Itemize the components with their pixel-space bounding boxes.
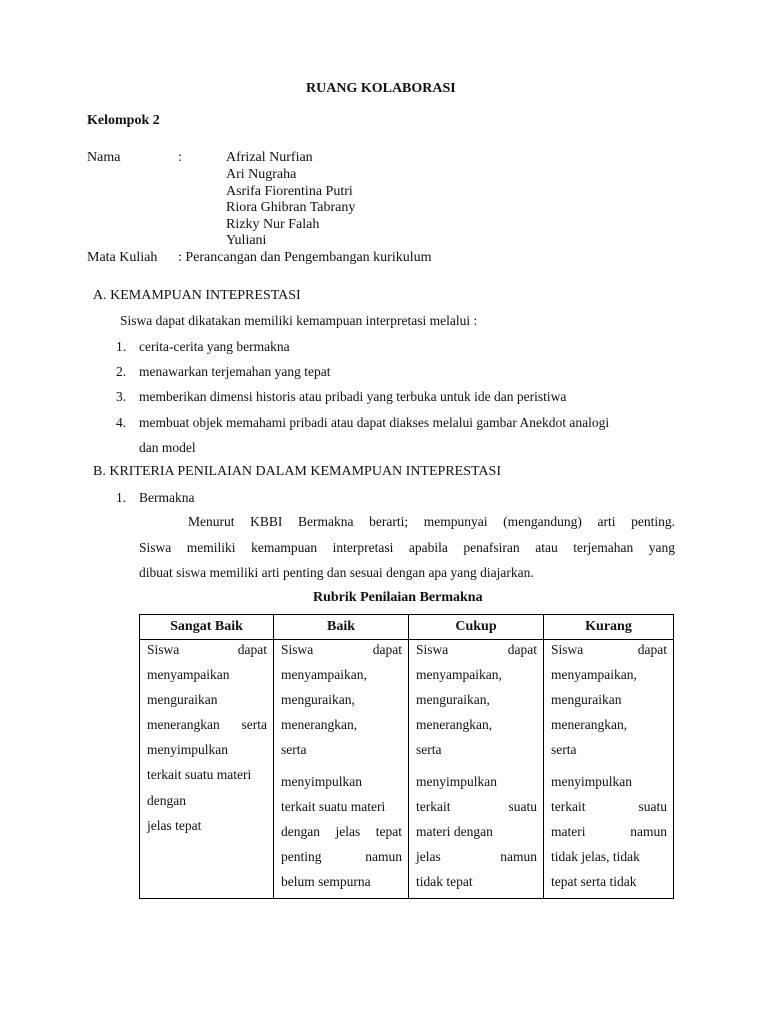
cell-line: menerangkan,: [281, 717, 358, 732]
cell-line: menguraikan: [551, 692, 622, 707]
cell-line: materi dengan: [416, 824, 493, 839]
member-name: Riora Ghibran Tabrany: [226, 200, 356, 215]
list-item: membuat objek memahami pribadi atau dapat diakses melalui gambar Anekdot analogi: [139, 415, 610, 430]
paragraph-line: Siswa memiliki kemampuan interpretasi apabila penafsiran atau terjemahan yang: [139, 540, 675, 555]
list-number: 1.: [116, 490, 127, 505]
table-cell: [544, 640, 674, 899]
table-title: Rubrik Penilaian Bermakna: [313, 590, 483, 605]
cell-line: terkait suatu materi: [281, 799, 386, 814]
cell-line: materi namun: [551, 824, 667, 839]
cell-line: tidak tepat: [416, 874, 473, 889]
table-row: [140, 640, 674, 899]
cell-line: menyimpulkan: [281, 774, 362, 789]
group-label: Kelompok 2: [87, 113, 160, 128]
list-number: 2.: [116, 364, 127, 379]
cell-line: menguraikan: [147, 692, 218, 707]
section-a-heading: A. KEMAMPUAN INTEPRESTASI: [93, 288, 301, 303]
cell-line: Siswa dapat: [281, 642, 402, 657]
table-cell: [409, 640, 544, 899]
paragraph-line: Menurut KBBI Bermakna berarti; mempunyai (mengandung) arti penting.: [188, 514, 675, 529]
list-item: memberikan dimensi historis atau pribadi yang terbuka untuk ide dan peristiwa: [139, 389, 567, 404]
cell-line: jelas namun: [416, 849, 537, 864]
table-header-cell: Sangat Baik: [140, 615, 274, 640]
list-item: cerita-cerita yang bermakna: [139, 339, 290, 354]
cell-line: dengan jelas tepat: [281, 824, 402, 839]
table-header-row: [140, 615, 674, 640]
cell-line: Siswa dapat: [551, 642, 667, 657]
cell-line: Siswa dapat: [147, 642, 267, 657]
cell-line: serta: [416, 742, 442, 757]
nama-label: Nama: [87, 150, 121, 165]
table-header-cell: Cukup: [409, 615, 544, 640]
cell-line: penting namun: [281, 849, 402, 864]
cell-line: menyampaikan: [147, 667, 230, 682]
member-name: Rizky Nur Falah: [226, 217, 320, 232]
subsection-title: Bermakna: [139, 490, 195, 505]
cell-line: tidak jelas, tidak: [551, 849, 640, 864]
table-header-cell: Baik: [274, 615, 409, 640]
cell-line: jelas tepat: [147, 818, 202, 833]
paragraph-line: dibuat siswa memiliki arti penting dan sesuai dengan apa yang diajarkan.: [139, 565, 534, 580]
page-title: RUANG KOLABORASI: [306, 81, 456, 96]
cell-line: menguraikan,: [281, 692, 355, 707]
cell-line: menyimpulkan: [147, 742, 228, 757]
member-name: Ari Nugraha: [226, 167, 297, 182]
list-number: 3.: [116, 389, 127, 404]
list-item: menawarkan terjemahan yang tepat: [139, 364, 331, 379]
list-number: 1.: [116, 339, 127, 354]
cell-line: terkait suatu materi: [147, 767, 252, 782]
mata-kuliah-value: : Perancangan dan Pengembangan kurikulum: [178, 250, 432, 265]
cell-line: menyimpulkan: [416, 774, 497, 789]
cell-line: menerangkan,: [551, 717, 628, 732]
cell-line: tepat serta tidak: [551, 874, 637, 889]
cell-line: menerangkan serta: [147, 717, 267, 732]
mata-kuliah-label: Mata Kuliah: [87, 250, 158, 265]
nama-colon: :: [178, 150, 182, 165]
cell-line: dengan: [147, 793, 186, 808]
section-a-intro: Siswa dapat dikatakan memiliki kemampuan interpretasi melalui :: [120, 313, 478, 328]
member-name: Afrizal Nurfian: [226, 150, 313, 165]
cell-line: menyampaikan,: [551, 667, 637, 682]
cell-line: serta: [551, 742, 577, 757]
cell-line: belum sempurna: [281, 874, 371, 889]
list-number: 4.: [116, 415, 127, 430]
member-name: Asrifa Fiorentina Putri: [226, 184, 353, 199]
table-header-cell: Kurang: [544, 615, 674, 640]
list-item-continuation: dan model: [139, 440, 196, 455]
table-cell: [274, 640, 409, 899]
cell-line: menyampaikan,: [416, 667, 502, 682]
table-cell: [140, 640, 274, 899]
cell-line: terkait suatu: [551, 799, 667, 814]
cell-line: menguraikan,: [416, 692, 490, 707]
member-name: Yuliani: [226, 233, 267, 248]
cell-line: Siswa dapat: [416, 642, 537, 657]
cell-line: menerangkan,: [416, 717, 493, 732]
rubric-table: [139, 614, 674, 899]
cell-line: terkait suatu: [416, 799, 537, 814]
cell-line: menyampaikan,: [281, 667, 367, 682]
cell-line: serta: [281, 742, 307, 757]
cell-line: menyimpulkan: [551, 774, 632, 789]
section-b-heading: B. KRITERIA PENILAIAN DALAM KEMAMPUAN INTEPRESTASI: [93, 464, 501, 479]
